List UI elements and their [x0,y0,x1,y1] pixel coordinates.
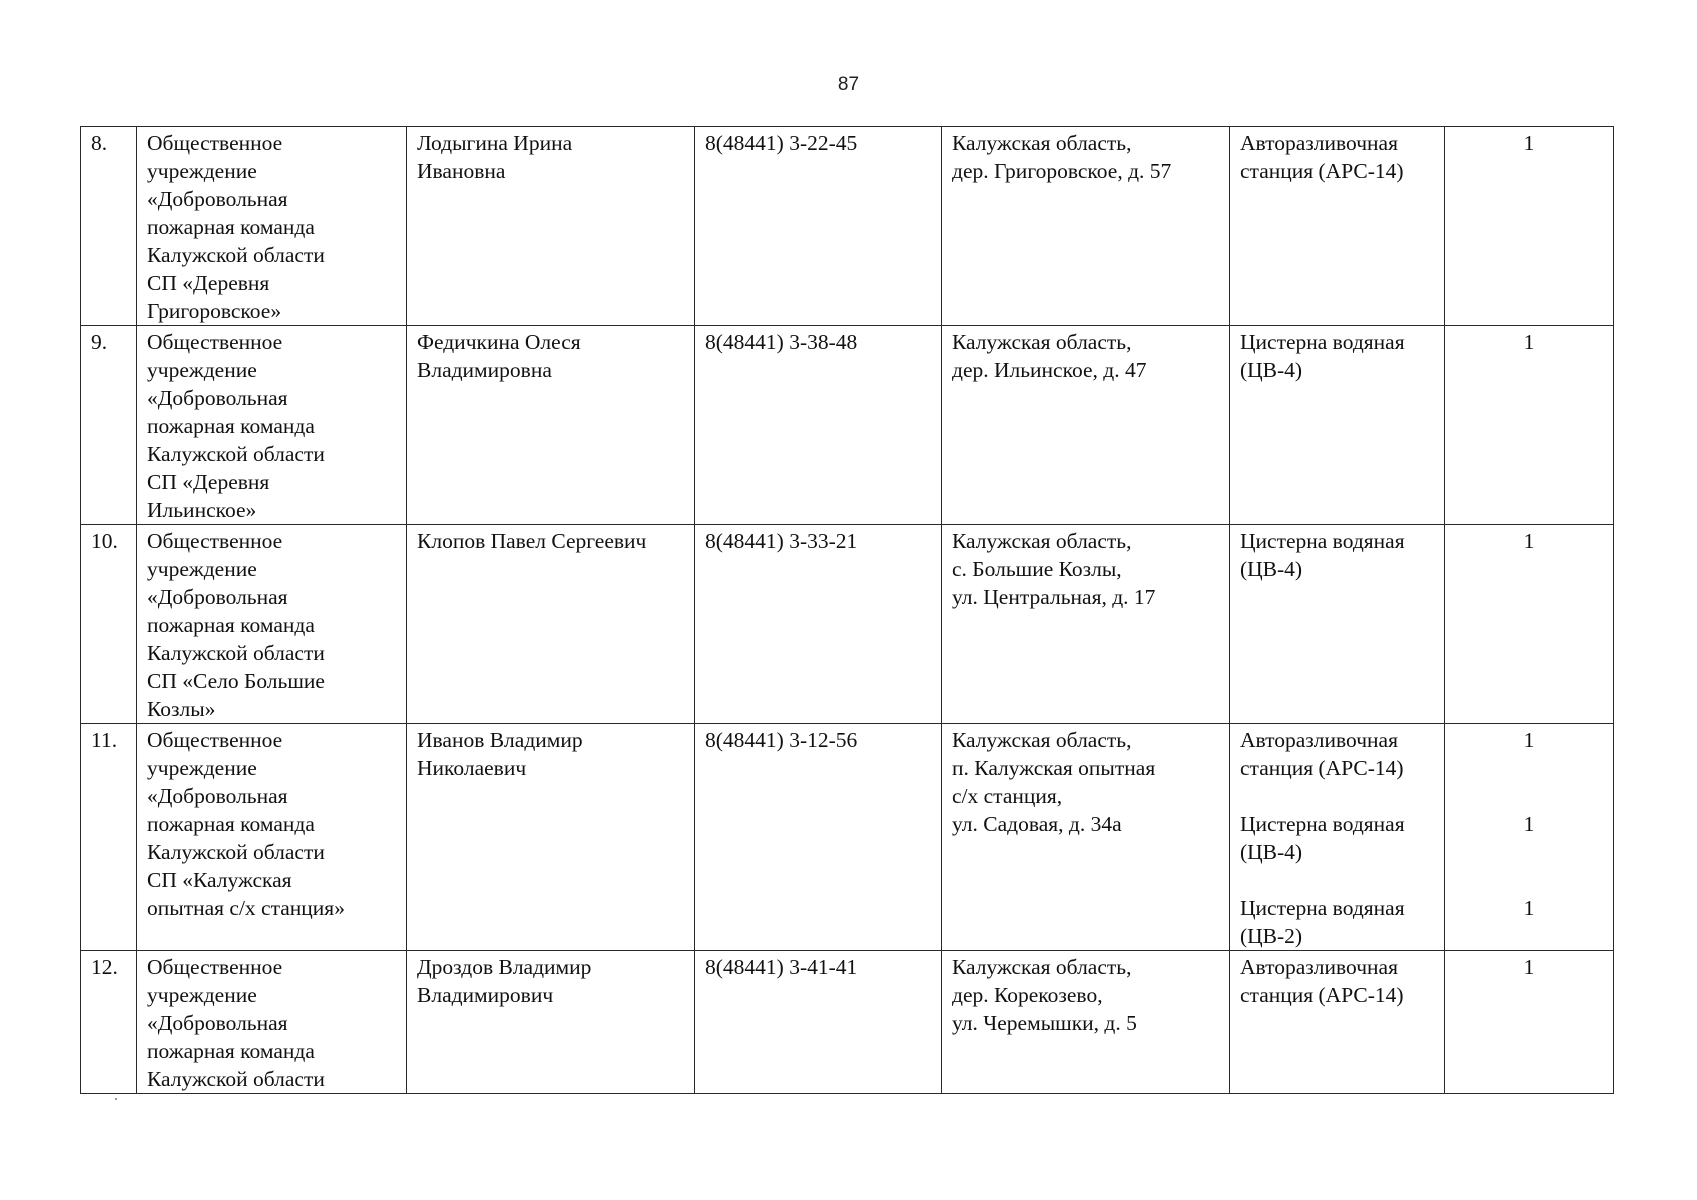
organization-line: СП «Калужская [147,868,292,892]
address-line: ул. Садовая, д. 34а [952,812,1122,836]
table-body [81,127,1614,1094]
equipment-name-line: Цистерна водяная [1240,812,1405,836]
quantity-cell [1445,951,1614,1094]
phone-number: 8(48441) 3-12-56 [705,728,858,752]
organization-line: Калужской области [147,1067,325,1091]
address-cell [942,525,1230,724]
page-number: 87 [837,74,860,95]
phone-cell [695,326,942,525]
address-line: Калужская область, [952,330,1132,354]
equipment-quantity: 1 [1523,955,1535,979]
equipment-item [1240,328,1434,384]
organization-line: Калужской области [147,243,325,267]
phone-number: 8(48441) 3-38-48 [705,330,858,354]
equipment-name-line: (ЦВ-4) [1240,840,1303,864]
equipment-cell [1230,525,1445,724]
organization-line: пожарная команда [147,613,315,637]
head-name-line: Ивановна [417,159,506,183]
equipment-item [1240,726,1434,782]
equipment-quantity: 1 [1523,330,1535,354]
equipment-cell [1230,127,1445,326]
head-name-cell [407,724,695,951]
head-name-line: Владимирович [417,983,554,1007]
equipment-name-line: Цистерна водяная [1240,529,1405,553]
organization-line: Калужской области [147,641,325,665]
organization-line: «Добровольная [147,784,288,808]
table-row [81,525,1614,724]
head-name-line: Николаевич [417,756,527,780]
head-name-line: Клопов Павел Сергеевич [417,529,647,553]
head-name-line: Федичкина Олеся [417,330,581,354]
address-line: Калужская область, [952,728,1132,752]
organization-line: учреждение [147,756,257,780]
equipment-name-line: станция (АРС-14) [1240,159,1404,183]
organization-line: пожарная команда [147,812,315,836]
scan-speck [115,1098,117,1100]
address-cell [942,326,1230,525]
organization-line: пожарная команда [147,414,315,438]
organization-line: учреждение [147,983,257,1007]
address-line: с/х станция, [952,784,1063,808]
head-name-line: Дроздов Владимир [417,955,592,979]
quantity-cell [1445,326,1614,525]
address-cell [942,127,1230,326]
organization-line: Общественное [147,330,283,354]
equipment-name-line: станция (АРС-14) [1240,983,1404,1007]
equipment-quantity: 1 [1523,812,1535,836]
phone-cell [695,525,942,724]
equipment-name-line: (ЦВ-2) [1240,924,1303,948]
row-number: 9. [81,326,137,525]
organization-cell [137,127,407,326]
equipment-name-line: Авторазливочная [1240,728,1398,752]
organization-line: «Добровольная [147,1011,288,1035]
organization-line: СП «Деревня [147,271,270,295]
organization-line: Общественное [147,955,283,979]
equipment-name-line: Цистерна водяная [1240,896,1405,920]
fire-brigade-table [80,126,1614,1094]
row-number: 12. [81,951,137,1094]
equipment-name-line: Авторазливочная [1240,955,1398,979]
address-line: Калужская область, [952,529,1132,553]
organization-cell [137,326,407,525]
equipment-cell [1230,951,1445,1094]
head-name-cell [407,127,695,326]
organization-line: пожарная команда [147,215,315,239]
address-line: Калужская область, [952,955,1132,979]
equipment-name-line: станция (АРС-14) [1240,756,1404,780]
address-line: п. Калужская опытная [952,756,1156,780]
address-line: ул. Черемышки, д. 5 [952,1011,1137,1035]
equipment-name-line: (ЦВ-4) [1240,557,1303,581]
phone-cell [695,951,942,1094]
organization-line: Общественное [147,131,283,155]
organization-line: Григоровское» [147,299,282,323]
organization-line: Общественное [147,728,283,752]
table-row [81,127,1614,326]
organization-line: Калужской области [147,840,325,864]
address-line: дер. Григоровское, д. 57 [952,159,1172,183]
equipment-name-line: Цистерна водяная [1240,330,1405,354]
organization-line: опытная с/х станция» [147,896,345,920]
equipment-item [1240,129,1434,185]
address-line: дер. Ильинское, д. 47 [952,358,1147,382]
phone-cell [695,724,942,951]
row-number: 11. [81,724,137,951]
address-line: дер. Корекозево, [952,983,1103,1007]
equipment-name-line: Авторазливочная [1240,131,1398,155]
equipment-quantity: 1 [1523,529,1535,553]
table-row [81,951,1614,1094]
organization-line: СП «Деревня [147,470,270,494]
organization-line: СП «Село Большие [147,669,325,693]
row-number: 8. [81,127,137,326]
quantity-cell [1445,127,1614,326]
organization-cell [137,951,407,1094]
organization-line: учреждение [147,358,257,382]
organization-line: «Добровольная [147,386,288,410]
equipment-cell [1230,326,1445,525]
equipment-quantity: 1 [1523,728,1535,752]
equipment-item [1240,953,1434,1009]
organization-line: Козлы» [147,697,216,721]
organization-line: Ильинское» [147,498,257,522]
equipment-item [1240,527,1434,583]
head-name-line: Лодыгина Ирина [417,131,573,155]
organization-line: учреждение [147,557,257,581]
phone-number: 8(48441) 3-33-21 [705,529,858,553]
equipment-quantity: 1 [1523,131,1535,155]
organization-cell [137,525,407,724]
organization-line: Калужской области [147,442,325,466]
equipment-quantity: 1 [1523,896,1535,920]
head-name-line: Иванов Владимир [417,728,583,752]
organization-cell [137,724,407,951]
head-name-cell [407,951,695,1094]
phone-number: 8(48441) 3-22-45 [705,131,858,155]
head-name-line: Владимировна [417,358,552,382]
head-name-cell [407,525,695,724]
organization-line: Общественное [147,529,283,553]
table-row [81,724,1614,951]
equipment-item [1240,894,1434,950]
address-line: ул. Центральная, д. 17 [952,585,1156,609]
address-line: с. Большие Козлы, [952,557,1122,581]
phone-cell [695,127,942,326]
equipment-cell [1230,724,1445,951]
equipment-item [1240,810,1434,866]
organization-line: пожарная команда [147,1039,315,1063]
table-row [81,326,1614,525]
address-cell [942,951,1230,1094]
quantity-cell [1445,525,1614,724]
quantity-cell [1445,724,1614,951]
organization-line: учреждение [147,159,257,183]
row-number: 10. [81,525,137,724]
address-line: Калужская область, [952,131,1132,155]
head-name-cell [407,326,695,525]
equipment-name-line: (ЦВ-4) [1240,358,1303,382]
organization-line: «Добровольная [147,585,288,609]
phone-number: 8(48441) 3-41-41 [705,955,858,979]
organization-line: «Добровольная [147,187,288,211]
address-cell [942,724,1230,951]
